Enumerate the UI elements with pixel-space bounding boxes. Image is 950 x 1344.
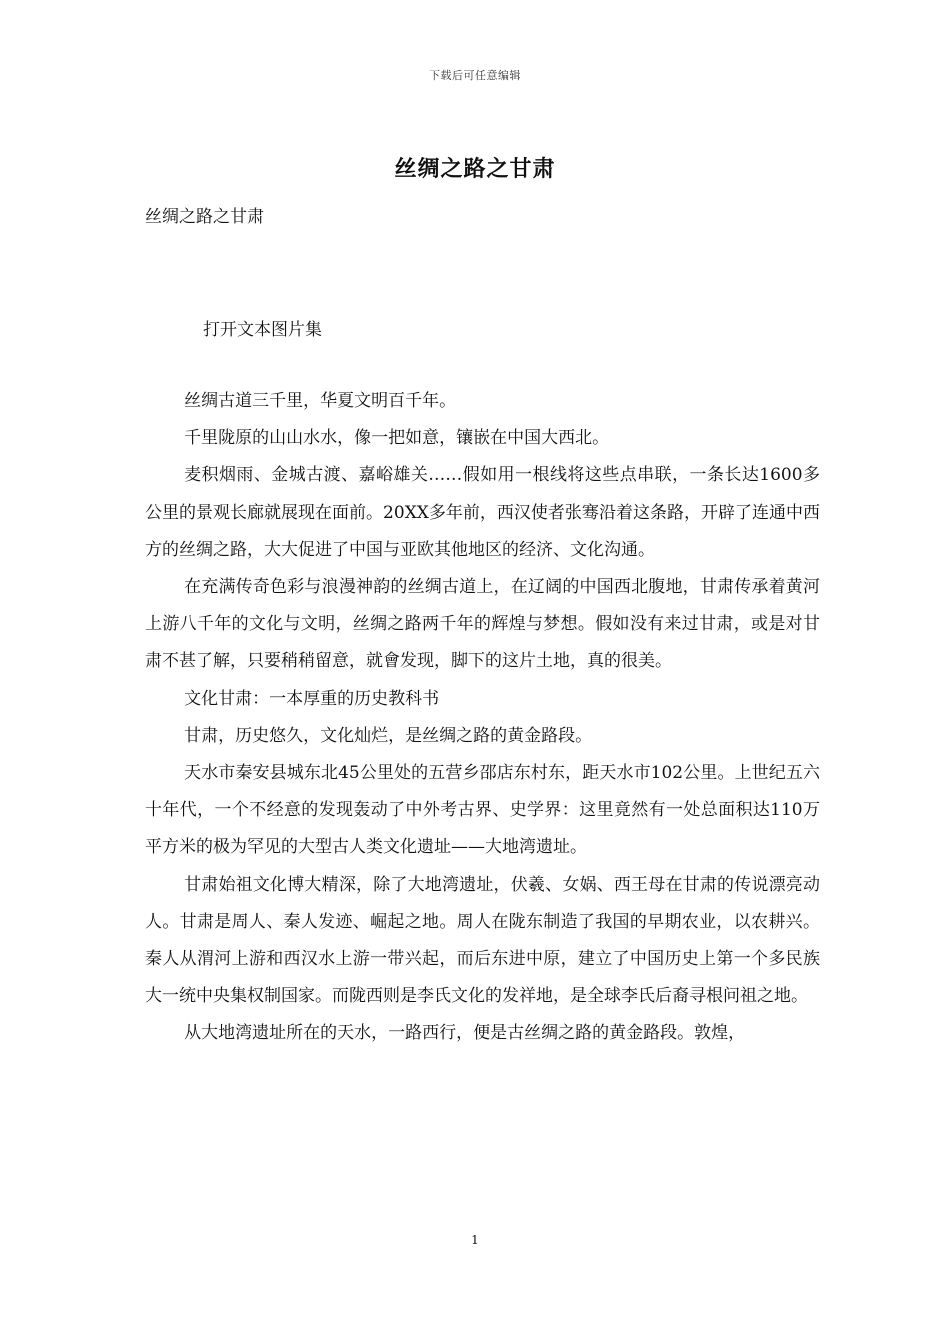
- paragraph: 从大地湾遗址所在的天水，一路西行，便是古丝绸之路的黄金路段。敦煌，: [184, 1023, 746, 1044]
- page-number: 1: [471, 1233, 479, 1247]
- paragraph: 丝绸古道三千里，华夏文明百千年。: [184, 391, 457, 411]
- open-image-gallery-link[interactable]: 打开文本图片集: [203, 320, 322, 340]
- document-subtitle: 丝绸之路之甘肃: [145, 207, 264, 227]
- paragraph: 甘肃始祖文化博大精深，除了大地湾遗址，伏羲、女娲、西王母在甘肃的传说漂亮动人。甘肃是周人、秦人发迹、崛起之地。周人在陇东制造了我国的早期农业，以农耕兴。秦人从渭河上游和西汉水上游一带兴起，而后东进中原，建立了中国历史上第一个多民族大一统中央集权制国家。而陇西则是李氏文化的发祥地，是全球李氏后裔寻根问祖之地。: [145, 874, 820, 1007]
- section-heading: 文化甘肃：一本厚重的历史教科书: [184, 688, 440, 709]
- paragraph: 千里陇原的山山水水，像一把如意，镶嵌在中国大西北。: [184, 428, 610, 449]
- paragraph: 甘肃，历史悠久，文化灿烂，是丝绸之路的黄金路段。: [184, 725, 593, 746]
- paragraph: 在充满传奇色彩与浪漫神韵的丝绸古道上，在辽阔的中国西北腹地，甘肃传承着黄河上游八千年的文化与文明，丝绸之路两千年的辉煌与梦想。假如没有来过甘肃，或是对甘肃不甚了解，只要稍稍留意，就會发现，脚下的这片土地，真的很美。: [145, 577, 820, 672]
- document-title: 丝绸之路之甘肃: [394, 156, 556, 182]
- document-body: [145, 383, 820, 1053]
- page-header-note: 下载后可任意编辑: [429, 69, 521, 82]
- paragraph: 麦积烟雨、金城古渡、嘉峪雄关……假如用一根线将这些点串联，一条长达1600多公里的景观长廊就展现在面前。20XX多年前，西汉使者张骞沿着这条路，开辟了连通中西方的丝绸之路，大大促进了中国与亚欧其他地区的经济、文化沟通。: [145, 465, 820, 560]
- paragraph: 天水市秦安县城东北45公里处的五营乡邵店东村东，距天水市102公里。上世纪五六十年代，一个不经意的发现轰动了中外考古界、史学界：这里竟然有一处总面积达110万平方米的极为罕见的大型古人类文化遗址——大地湾遗址。: [145, 763, 820, 858]
